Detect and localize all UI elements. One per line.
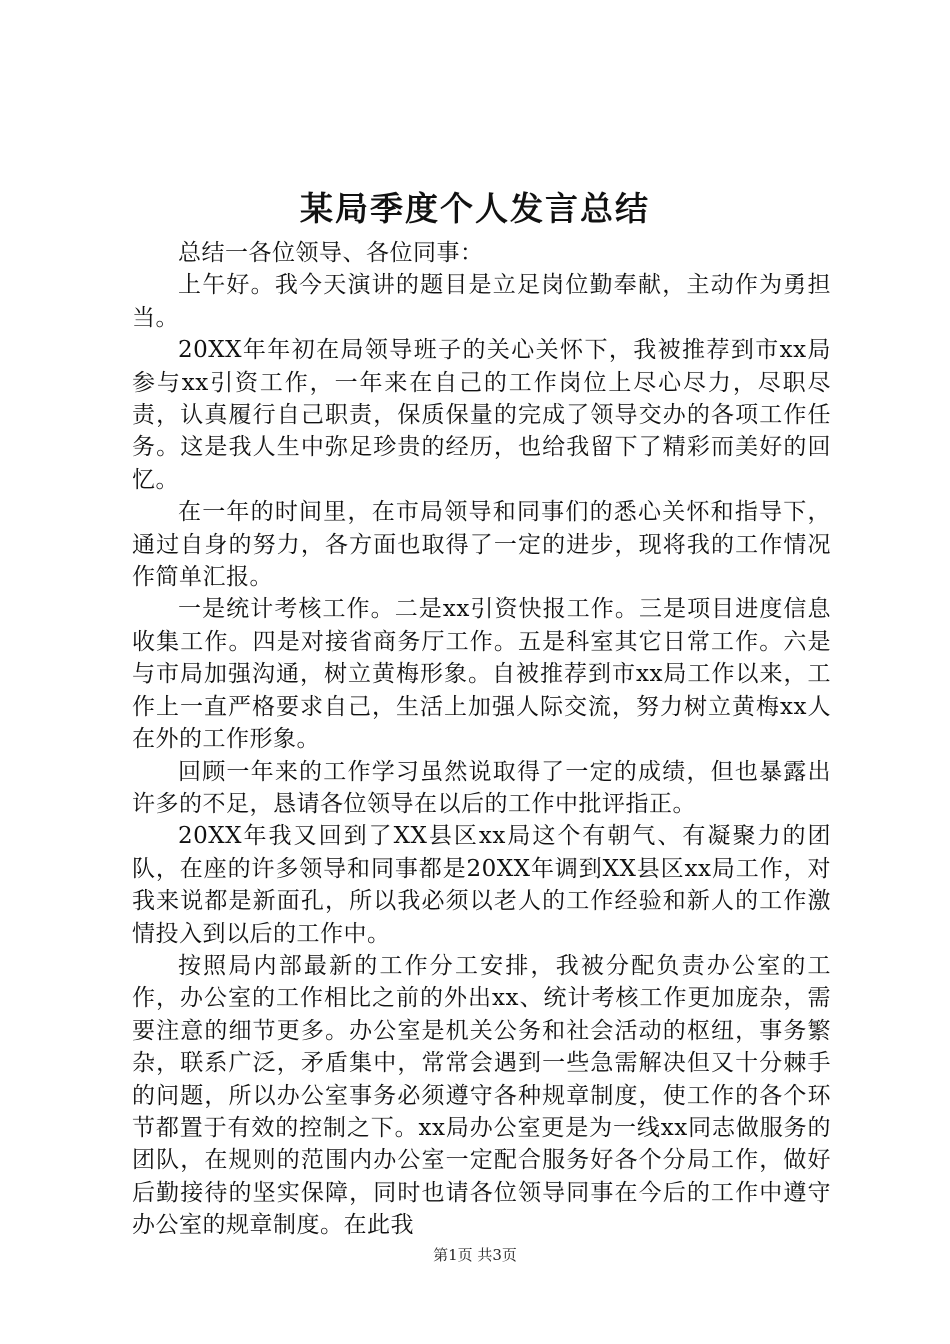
body-paragraph: 一是统计考核工作。二是xx引资快报工作。三是项目进度信息收集工作。四是对接省商务厅工作。五是科室其它日常工作。六是与市局加强沟通，树立黄梅形象。自被推荐到市xx局工作以来，工作上一直严格要求自己，生活上加强人际交流，努力树立黄梅xx人在外的工作形象。 bbox=[132, 596, 831, 753]
page-number-footer: 第1页 共3页 bbox=[433, 1246, 517, 1264]
body-paragraph: 按照局内部最新的工作分工安排，我被分配负责办公室的工作，办公室的工作相比之前的外出xx、统计考核工作更加庞杂，需要注意的细节更多。办公室是机关公务和社会活动的枢纽，事务繁杂，联系广泛，矛盾集中，常常会遇到一些急需解决但又十分棘手的问题，所以办公室事务必须遵守各种规章制度，使工作的各个环节都置于有效的控制之下。xx局办公室更是为一线xx同志做服务的团队，在规则的范围内办公室一定配合服务好各个分局工作，做好后勤接待的坚实保障，同时也请各位领导同事在今后的工作中遵守办公室的规章制度。在此我 bbox=[132, 952, 831, 1239]
body-paragraph: 上午好。我今天演讲的题目是立足岗位勤奉献，主动作为勇担当。 bbox=[132, 272, 831, 331]
greeting-paragraph: 总结一各位领导、各位同事： bbox=[178, 240, 484, 266]
document-body bbox=[132, 237, 831, 1242]
body-paragraph: 20XX年年初在局领导班子的关心关怀下，我被推荐到市xx局参与xx引资工作，一年来在自己的工作岗位上尽心尽力，尽职尽责，认真履行自己职责，保质保量的完成了领导交办的各项工作任务。这是我人生中弥足珍贵的经历，也给我留下了精彩而美好的回忆。 bbox=[132, 337, 831, 493]
body-paragraph: 在一年的时间里，在市局领导和同事们的悉心关怀和指导下，通过自身的努力，各方面也取得了一定的进步，现将我的工作情况作简单汇报。 bbox=[132, 499, 831, 591]
body-paragraph: 20XX年我又回到了XX县区xx局这个有朝气、有凝聚力的团队，在座的许多领导和同事都是20XX年调到XX县区xx局工作，对我来说都是新面孔，所以我必须以老人的工作经验和新人的工作激情投入到以后的工作中。 bbox=[132, 823, 831, 947]
document-title: 某局季度个人发言总结 bbox=[300, 189, 650, 228]
body-paragraph: 回顾一年来的工作学习虽然说取得了一定的成绩，但也暴露出许多的不足，恳请各位领导在以后的工作中批评指正。 bbox=[132, 758, 831, 817]
